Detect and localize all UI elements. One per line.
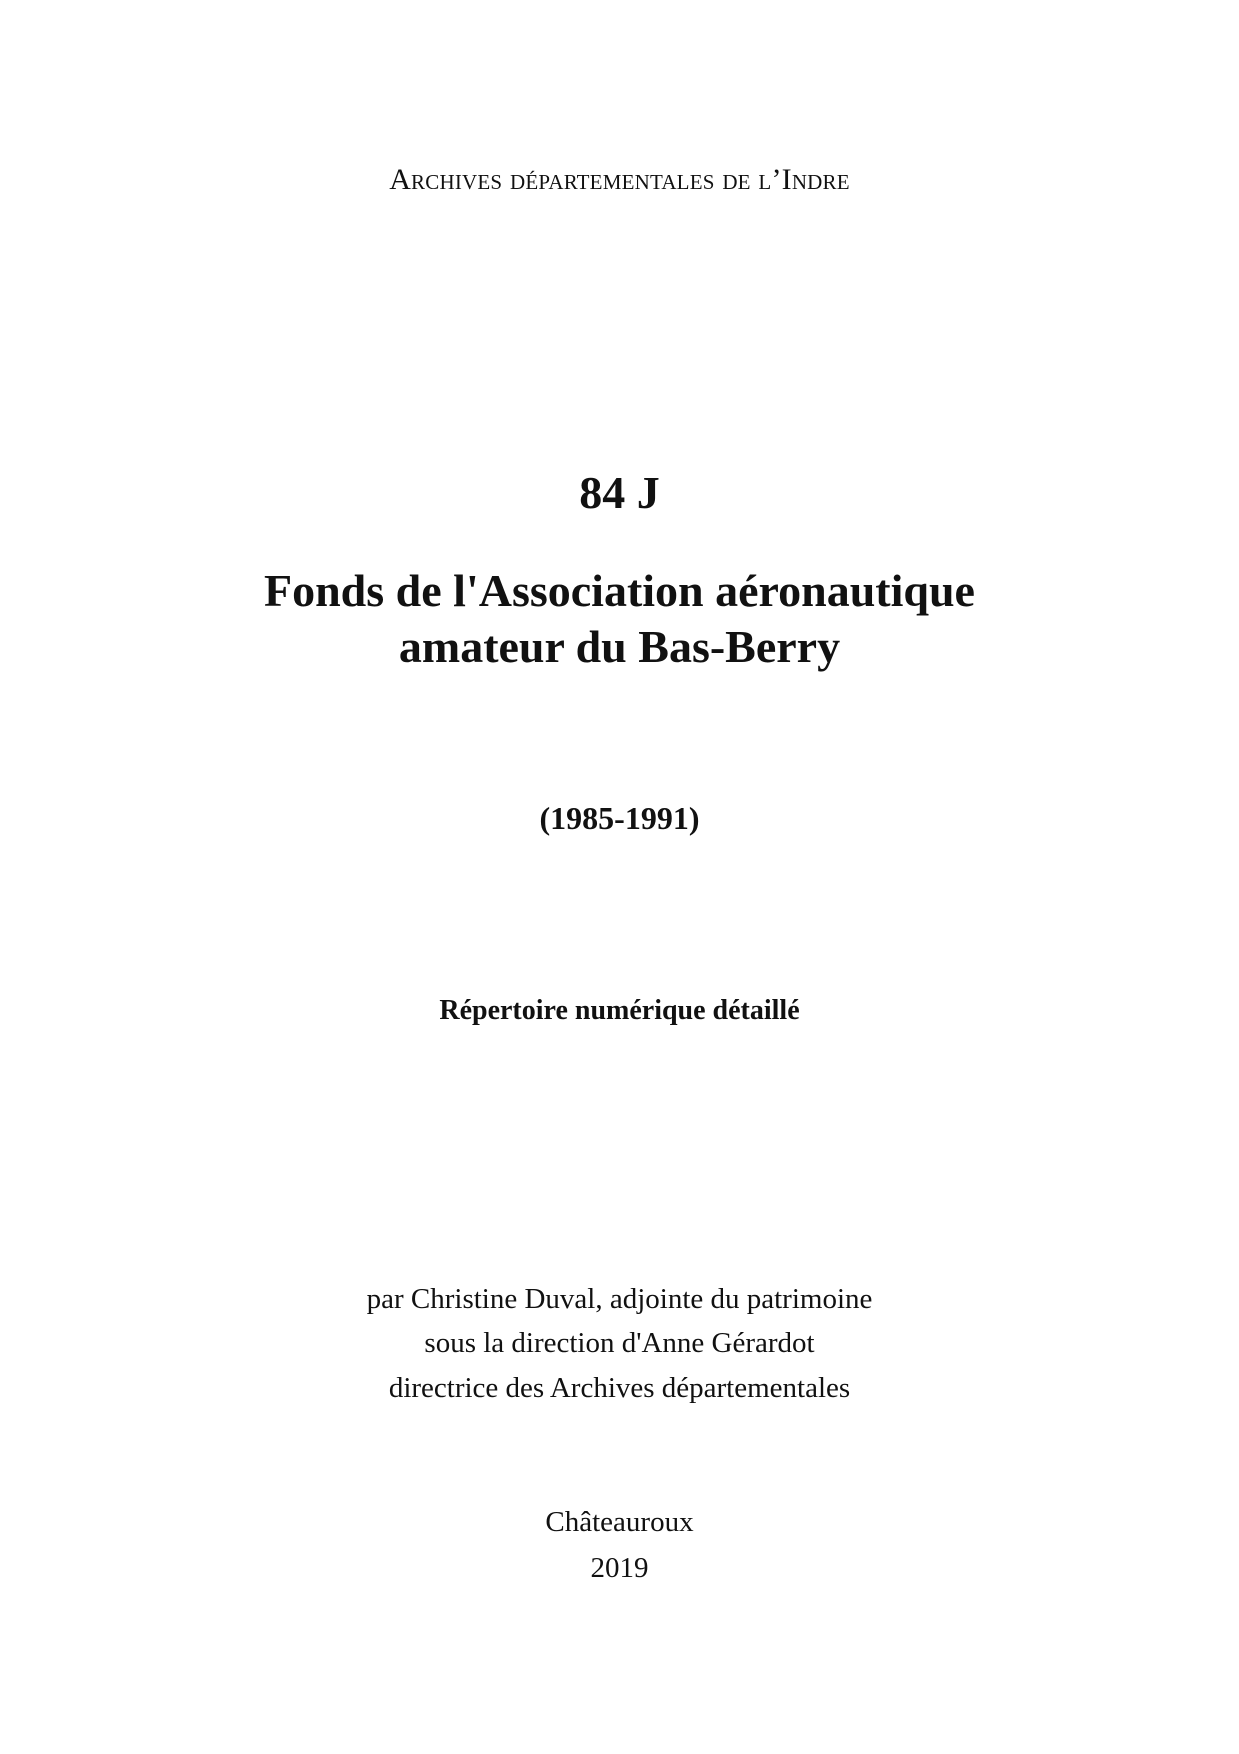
imprint-year: 2019 [590, 1552, 649, 1584]
fonds-title-line-2: amateur du Bas-Berry [398, 621, 841, 672]
fonds-cote: 84 J [579, 467, 660, 518]
credit-director-role: directrice des Archives départementales [388, 1372, 851, 1404]
credit-author: par Christine Duval, adjointe du patrimoine [366, 1283, 873, 1315]
fonds-title-line-1: Fonds de l'Association aéronautique [264, 565, 975, 616]
institution-header: Archives départementales de l’Indre [389, 163, 850, 196]
document-type: Répertoire numérique détaillé [439, 995, 800, 1026]
imprint-place: Châteauroux [545, 1506, 694, 1538]
credit-direction: sous la direction d'Anne Gérardot [424, 1327, 815, 1359]
fonds-dates: (1985-1991) [539, 800, 700, 836]
